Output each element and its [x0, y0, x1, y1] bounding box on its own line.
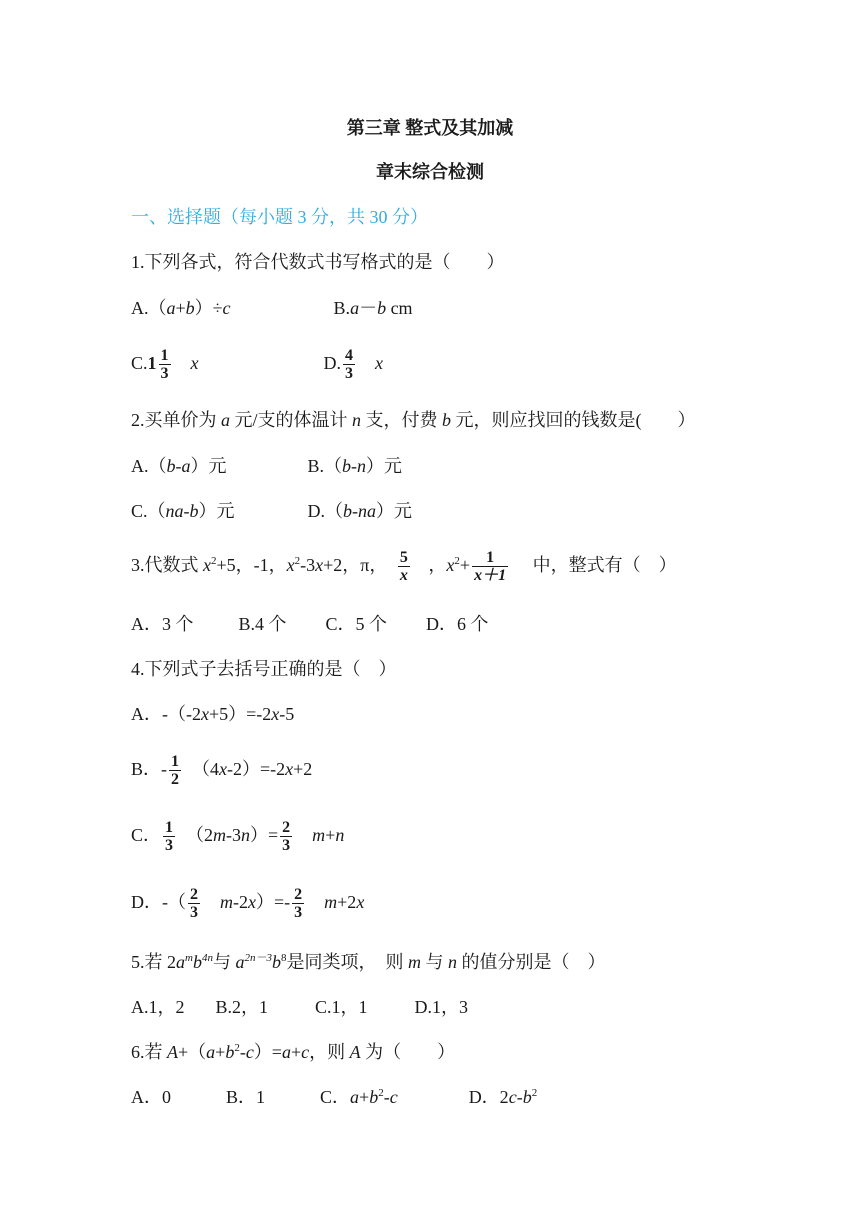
question-2-stem: 2.买单价为 a 元/支的体温计 n 支，付费 b 元，则应找回的钱数是( ） — [131, 410, 696, 430]
q4-c-fraction-1: $\frac{1}{3}$ — [165, 819, 174, 855]
q4-option-d: D．-（ $\frac{2}{3}$ m-2x）=- $\frac{2}{3}$ m+2x — [131, 886, 365, 922]
q5-option-b: B.2，1 — [215, 997, 269, 1017]
q4-d-fraction-2: $\frac{2}{3}$ — [294, 886, 303, 922]
question-6-stem: 6.若 $A+(a+b^2-c)=a+c$，则 A 为（ ） — [131, 1042, 456, 1062]
question-3-options — [131, 612, 489, 636]
question-3-stem: 3.代数式 $x^2+5$，-1，$x^2-3x+2$，π， $\frac{5}{x}$ ，$x^2+$ $\frac{1}{x+1}$ 中，整式有（ ） — [131, 549, 677, 585]
question-5-options — [131, 995, 468, 1019]
q1-d-fraction: $\frac{4}{3}$ — [345, 347, 354, 383]
q3-fraction-1-over-x-plus-1: $\frac{1}{x+1}$ — [474, 549, 507, 585]
question-1-stem: 1.下列各式，符合代数式书写格式的是（ ） — [131, 252, 505, 272]
q1-c-fraction: $\frac{1}{3}$ — [160, 347, 169, 383]
document-title: 第三章 整式及其加减 — [346, 118, 514, 138]
q2-option-b: B.（b-n）元 — [307, 456, 403, 476]
document-subtitle: 章末综合检测 — [376, 162, 484, 182]
q6-option-c: C．$a+b^2-c$ — [320, 1087, 398, 1107]
q2-option-d: D.（b-na）元 — [307, 501, 413, 521]
q6-option-d: D．$2c-b^2$ — [468, 1087, 538, 1107]
q3-option-a: A．3 个 — [131, 614, 194, 634]
section-heading: 一、选择题（每小题 3 分，共 30 分） — [131, 207, 428, 227]
question-1-options-ab — [131, 296, 413, 320]
q2-option-a: A.（b-a）元 — [131, 456, 227, 476]
q5-option-d: D.1，3 — [414, 997, 469, 1017]
question-5-stem: 5.若 $2a^mb^{4n}$与 $a^{2n-3}b^8$是同类项， 则 m 与 n 的值分别是（ ） — [131, 952, 606, 972]
question-6-options — [131, 1085, 537, 1109]
question-2-options-cd — [131, 499, 412, 523]
q4-option-b: B．- $\frac{1}{2}$ （4x-2）=-2x+2 — [131, 753, 313, 789]
q1-option-b: B.a－b cm — [333, 298, 413, 318]
q6-option-b: B．1 — [226, 1087, 266, 1107]
q4-option-a: A．-（-2x+5）=-2x-5 — [131, 704, 295, 724]
q3-option-d: D．6 个 — [426, 614, 489, 634]
q3-fraction-5-over-x: $\frac{5}{x}$ — [399, 549, 408, 585]
q4-option-c: C． $\frac{1}{3}$ （2m-3n）= $\frac{2}{3}$ m+n — [131, 819, 345, 855]
q4-b-fraction: $\frac{1}{2}$ — [171, 753, 179, 789]
question-4-stem: 4.下列式子去括号正确的是（ ） — [131, 659, 397, 679]
q2-option-c: C.（na-b）元 — [131, 501, 235, 521]
q3-option-b: B.4 个 — [238, 614, 287, 634]
q4-c-fraction-2: $\frac{2}{3}$ — [282, 819, 291, 855]
q5-option-c: C.1，1 — [315, 997, 368, 1017]
q5-option-a: A.1，2 — [131, 997, 185, 1017]
q1-option-a: A.（a+b）÷c — [131, 298, 231, 318]
q3-option-c: C．5 个 — [325, 614, 388, 634]
question-1-options-cd — [131, 341, 383, 385]
q1-option-d: D. $\frac{4}{3}$ x — [323, 347, 384, 383]
q4-d-fraction-1: $\frac{2}{3}$ — [190, 886, 198, 922]
q1-option-c: C.1 $\frac{1}{3}$ x — [131, 347, 199, 383]
q6-option-a: A．0 — [131, 1087, 171, 1107]
question-2-options-ab — [131, 454, 402, 478]
